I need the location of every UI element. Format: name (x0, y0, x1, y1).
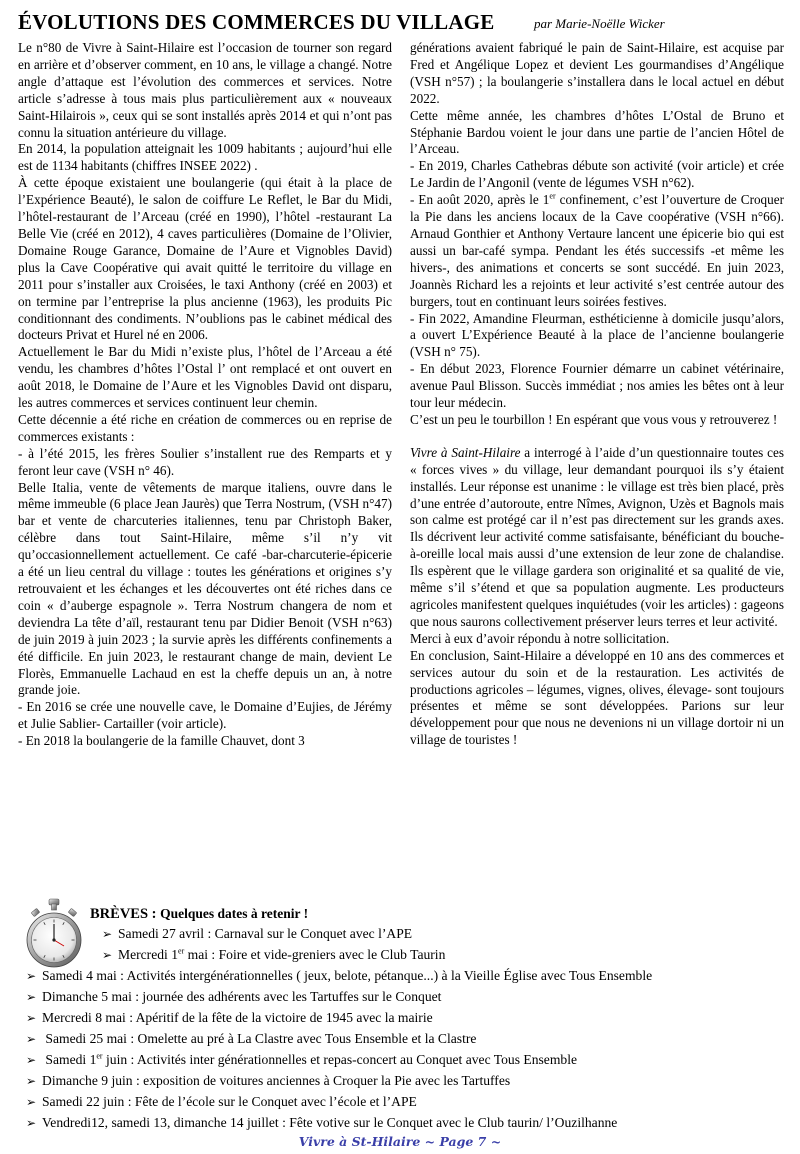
list-item (26, 1115, 617, 1131)
list-item (26, 968, 652, 984)
list-item (26, 1031, 476, 1047)
text-run: a interrogé à l’aide d’un questionnaire toutes ces « forces vives » du village, leur demandant pourquoi ils s’y étaient installés. Leur réponse est unanime : le village est très bien placé, près d’une entrée d’autoroute, entre Nîmes, Avignon, Uzès et Bagnols mais son calme est protégé car il n’est pas directement sur les grands axes. Ils décrivent leur activité comme satisfaisante, bénéficiant du bouche-à-oreille local mais aussi d’une extension de leur zone de chalandise. Ils espèrent que le village gardera son originalité et sa qualité de vie, même s’il s’étend et que sa population augmente. Les producteurs agricoles manifestent quelques inquiétudes (voir les articles) : gageons que nous saurons collectivement préserver leurs terres et leur activité. (410, 444, 784, 629)
list-item-text: Mercredi 1 (118, 947, 179, 962)
paragraph: - En 2016 se crée une nouvelle cave, le Domaine d’Eujies, de Jérémy et Julie Sablier- Cartailler (voir article). (18, 699, 392, 732)
paragraph: - à l’été 2015, les frères Soulier s’installent rue des Remparts et y feront leur cave (VSH n° 46). (18, 445, 392, 478)
list-item (102, 947, 445, 963)
article-title: ÉVOLUTIONS DES COMMERCES DU VILLAGE (18, 10, 495, 34)
page-footer: Vivre à St-Hilaire ~ Page 7 ~ (298, 1134, 502, 1149)
paragraph (410, 192, 784, 310)
paragraph: générations avaient fabriqué le pain de Saint-Hilaire, est acquise par Fred et Angélique Lopez et devient Les gourmandises d’Angélique (VSH n°57) ; la boulangerie s’installera dans le local actuel en début 2022. (410, 40, 784, 106)
list-item-text: Mercredi 8 mai : Apéritif de la fête de la victoire de 1945 avec la mairie (42, 1010, 433, 1025)
paragraph: Actuellement le Bar du Midi n’existe plus, l’hôtel de l’Arceau a été vendu, les chambres d’hôtes l’Ostal l’ ont remplacé et ont ouvert en août 2018, le Domaine de l’Aure et les Vignobles David ont disparu, les autres commerces et services continuent leur chemin. (18, 344, 392, 411)
paragraph: - En 2018 la boulangerie de la famille Chauvet, dont 3 (18, 733, 305, 749)
breves-section (26, 896, 786, 1136)
list-item (26, 1010, 433, 1026)
arrow-bullet-icon: ➢ (26, 1074, 37, 1088)
article-header (18, 10, 788, 40)
paragraph: - En 2019, Charles Cathebras débute son activité (voir article) et crée Le Jardin de l’Angonil (vente de légumes VSH n°62). (410, 158, 784, 191)
right-column (410, 40, 784, 749)
paragraph: Merci à eux d’avoir répondu à notre sollicitation. (410, 630, 670, 646)
list-item-text: Vendredi12, samedi 13, dimanche 14 juillet : Fête votive sur le Conquet avec le Club taurin/ l’Ouzilhanne (42, 1115, 618, 1130)
arrow-bullet-icon: ➢ (26, 1032, 37, 1046)
paragraph: À cette époque existaient une boulangerie (qui était à la place de l’Expérience Beauté), le salon de coiffure Le Reflet, le Bar du Midi, l’hôtel-restaurant de l’Arceau (créé en 1990), l’hôtel -restaurant La Belle Vie (créé en 2012), 4 caves particulières (Domaine de l’Olivier, Domaine Rouge Garance, Domaine de l’Aure et Vignobles David) plus la Cave Coopérative qui avait quitté le territoire du village en 2011 pour s’installer aux Croisées, le taxi Anthony (créé en 2003) et on termine par l’entreprise la plus ancienne (1963), les produits Pic conditionnant des condiments. N’oublions pas le cabinet médical des docteurs Privat et Hurel né en 2006. (18, 175, 392, 343)
paragraph: Cette même année, les chambres d’hôtes L’Ostal de Bruno et Stéphanie Bardou voient le jour dans une partie de l’ancien Hôtel de l’Arceau. (410, 107, 784, 157)
arrow-bullet-icon: ➢ (26, 969, 37, 983)
list-item (26, 1073, 510, 1089)
breves-title (90, 906, 308, 923)
paragraph: En 2014, la population atteignait les 1009 habitants ; aujourd’hui elle est de 1134 habitants (chiffres INSEE 2022) . (18, 141, 392, 174)
list-item-text: mai : Foire et vide-greniers avec le Club Taurin (184, 947, 446, 962)
list-item-text: Samedi 4 mai : Activités intergénérationnelles ( jeux, belote, pétanque...) à la Vieille Église avec Tous Ensemble (42, 968, 653, 983)
arrow-bullet-icon: ➢ (26, 1011, 37, 1025)
paragraph: - En début 2023, Florence Fournier démarre un cabinet vétérinaire, avenue Paul Blisson. Succès immédiat ; nos amies les bêtes ont à leur tour leur médecin. (410, 361, 784, 411)
author-byline: par Marie-Noëlle Wicker (534, 16, 665, 31)
list-item-text: juin : Activités inter générationnelles et repas-concert au Conquet avec Tous Ensemble (102, 1052, 578, 1067)
arrow-bullet-icon: ➢ (26, 1095, 37, 1109)
text-run: confinement, c’est l’ouverture de Croquer la Pie dans les anciens locaux de la Cave coopérative (VSH n°66). Arnaud Gonthier et Anthony Vertaure lancent une épicerie bio qui est aussi un bar-café sympa. Pendant les étés successifs -et même les hivers-, des animations et concerts se sont succédé. En juin 2023, Joannès Richard les a rejoints et leur activité s’est centrée autour des burgers, tout en continuant leurs soirées festives. (410, 192, 784, 309)
list-item-text: Samedi 25 mai : Omelette au pré à La Clastre avec Tous Ensemble et la Clastre (42, 1031, 477, 1046)
paragraph: C’est un peu le tourbillon ! En espérant que vous vous y retrouverez ! (410, 411, 778, 427)
superscript: er (549, 191, 556, 201)
paragraph: Le n°80 de Vivre à Saint-Hilaire est l’occasion de tourner son regard en arrière et d’observer comment, en 10 ans, le village a changé. Notre angle d’attaque est l’évolution des commerces et services. Notre article s’adresse à tous mais plus particulièrement aux « nouveaux Saint-Hilairois », ceux qui se sont installés après 2014 et qui n’ont pas connu la situation antérieure du village. (18, 40, 392, 140)
arrow-bullet-icon: ➢ (26, 990, 37, 1004)
breves-subtitle: Quelques dates à retenir ! (160, 906, 309, 921)
text-run: - En août 2020, après le 1 (410, 192, 550, 208)
list-item-text: Samedi 1 (42, 1052, 97, 1067)
list-item (26, 1052, 577, 1068)
paragraph: Belle Italia, vente de vêtements de marque italiens, ouvre dans le même immeuble (6 place Jean Jaurès) que Terra Nostrum, (VSH n°47) bar et vente de charcuteries italiennes, tenu par Christoph Baker, célèbre dans tout Saint-Hilaire, même s’il n’y vit qu’occasionnellement actuellement. Ce café -bar-charcuterie-épicerie a été un lieu central du village : toutes les générations et origines s’y retrouvaient et les échanges et les découvertes ont été riches dans ce coin « d’auberge espagnole ». Terra Nostrum changera de nom et deviendra La tête d’aïl, restaurant tenu par Didier Benoit (VSH n°63) de juin 2019 à juin 2023 ; la survie après les différents confinements a été difficile. En juin 2023, le restaurant change de main, devient Le Florès, Emmanuelle Lachaud en est la cheffe depuis un an, à notre grande joie. (18, 479, 392, 698)
list-item-text: Dimanche 5 mai : journée des adhérents avec les Tartuffes sur le Conquet (42, 989, 442, 1004)
article-body (18, 40, 788, 810)
arrow-bullet-icon: ➢ (26, 1053, 37, 1067)
arrow-bullet-icon: ➢ (102, 927, 113, 941)
arrow-bullet-icon: ➢ (26, 1116, 37, 1130)
stopwatch-icon (26, 898, 82, 970)
list-item-text: Samedi 27 avril : Carnaval sur le Conquet avec l’APE (118, 926, 413, 941)
breves-heading: BRÈVES : (90, 906, 157, 922)
left-column (18, 40, 392, 750)
paragraph: - Fin 2022, Amandine Fleurman, esthéticienne à domicile jusqu’alors, a ouvert L’Expérience Beauté à la place de l’ancienne boulangerie (VSH n° 75). (410, 310, 784, 360)
list-item (26, 989, 441, 1005)
list-item (102, 926, 412, 942)
paragraph: En conclusion, Saint-Hilaire a développé en 10 ans des commerces et services autour du soin et de la restauration. Les activités de productions agricoles – légumes, vignes, olives, élevage- sont toujours présentes et même se sont développées. Parions sur leur développement pour que nous ne devenions ni un village dortoir ni un village de touristes ! (410, 647, 784, 748)
paragraph: Cette décennie a été riche en création de commerces ou en reprise de commerces existants : (18, 411, 392, 444)
magazine-name: Vivre à Saint-Hilaire (410, 444, 521, 460)
arrow-bullet-icon: ➢ (102, 948, 113, 962)
superscript: er (178, 946, 185, 956)
list-item (26, 1094, 417, 1110)
list-item-text: Samedi 22 juin : Fête de l’école sur le Conquet avec l’école et l’APE (42, 1094, 417, 1109)
superscript: er (96, 1051, 103, 1061)
paragraph (410, 445, 784, 631)
list-item-text: Dimanche 9 juin : exposition de voitures anciennes à Croquer la Pie avec les Tartuffes (42, 1073, 511, 1088)
